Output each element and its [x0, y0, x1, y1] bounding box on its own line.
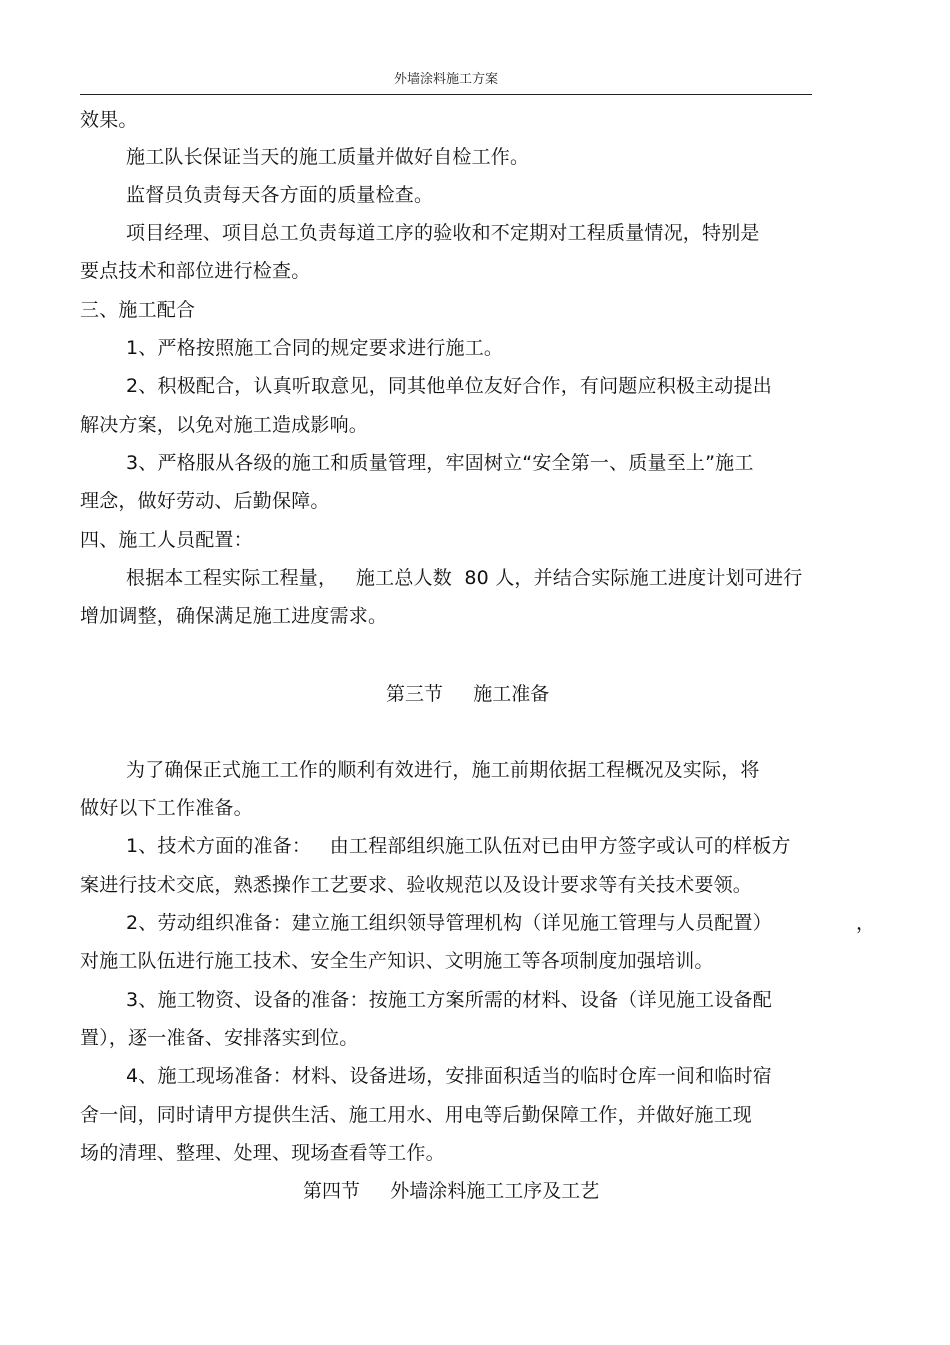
paragraph-line: 效果。: [80, 109, 138, 131]
paragraph-line: 增加调整，确保满足施工进度需求。: [80, 605, 388, 627]
list-item: 3、施工物资、设备的准备：按施工方案所需的材料、设备（详见施工设备配: [126, 989, 772, 1011]
section-title: 三、施工配合: [80, 299, 196, 321]
paragraph-line: 监督员负责每天各方面的质量检查。: [126, 184, 434, 206]
section-heading: 第四节 外墙涂料施工工序及工艺: [303, 1180, 600, 1202]
paragraph-line: 施工队长保证当天的施工质量并做好自检工作。: [126, 146, 530, 168]
paragraph-line: 解决方案，以免对施工造成影响。: [80, 414, 369, 436]
paragraph-line: 做好以下工作准备。: [80, 797, 253, 819]
list-item: 2、积极配合，认真听取意见，同其他单位友好合作，有问题应积极主动提出: [126, 375, 772, 397]
paragraph-line: 对施工队伍进行施工技术、安全生产知识、文明施工等各项制度加强培训。: [80, 950, 714, 972]
section-title: 四、施工人员配置：: [80, 529, 253, 551]
list-item: 1、技术方面的准备： 由工程部组织施工队伍对已由甲方签字或认可的样板方: [126, 835, 791, 857]
paragraph-line: 理念，做好劳动、后勤保障。: [80, 490, 330, 512]
paragraph-line: 舍一间，同时请甲方提供生活、施工用水、用电等后勤保障工作，并做好施工现: [80, 1104, 753, 1126]
list-item: 4、施工现场准备：材料、设备进场，安排面积适当的临时仓库一间和临时宿: [126, 1065, 772, 1087]
paragraph-line: 项目经理、项目总工负责每道工序的验收和不定期对工程质量情况，特别是: [126, 222, 760, 244]
paragraph-line: 案进行技术交底，熟悉操作工艺要求、验收规范以及设计要求等有关技术要领。: [80, 874, 753, 896]
list-item: 1、严格按照施工合同的规定要求进行施工。: [126, 337, 504, 359]
paragraph-line: 场的清理、整理、处理、现场查看等工作。: [80, 1142, 445, 1164]
punctuation-mark: ，: [856, 912, 876, 934]
running-header: 外墙涂料施工方案: [80, 66, 812, 95]
list-item: 3、严格服从各级的施工和质量管理，牢固树立“安全第一、质量至上”施工: [126, 452, 754, 474]
section-heading: 第三节 施工准备: [386, 683, 550, 705]
paragraph-line: 根据本工程实际工程量， 施工总人数 80 人，并结合实际施工进度计划可进行: [126, 567, 803, 589]
paragraph-line: 置），逐一准备、安排落实到位。: [80, 1027, 359, 1049]
paragraph-line: 要点技术和部位进行检查。: [80, 260, 311, 282]
paragraph-line: 为了确保正式施工工作的顺利有效进行，施工前期依据工程概况及实际，将: [126, 759, 760, 781]
list-item: 2、劳动组织准备：建立施工组织领导管理机构（详见施工管理与人员配置）: [126, 912, 772, 934]
